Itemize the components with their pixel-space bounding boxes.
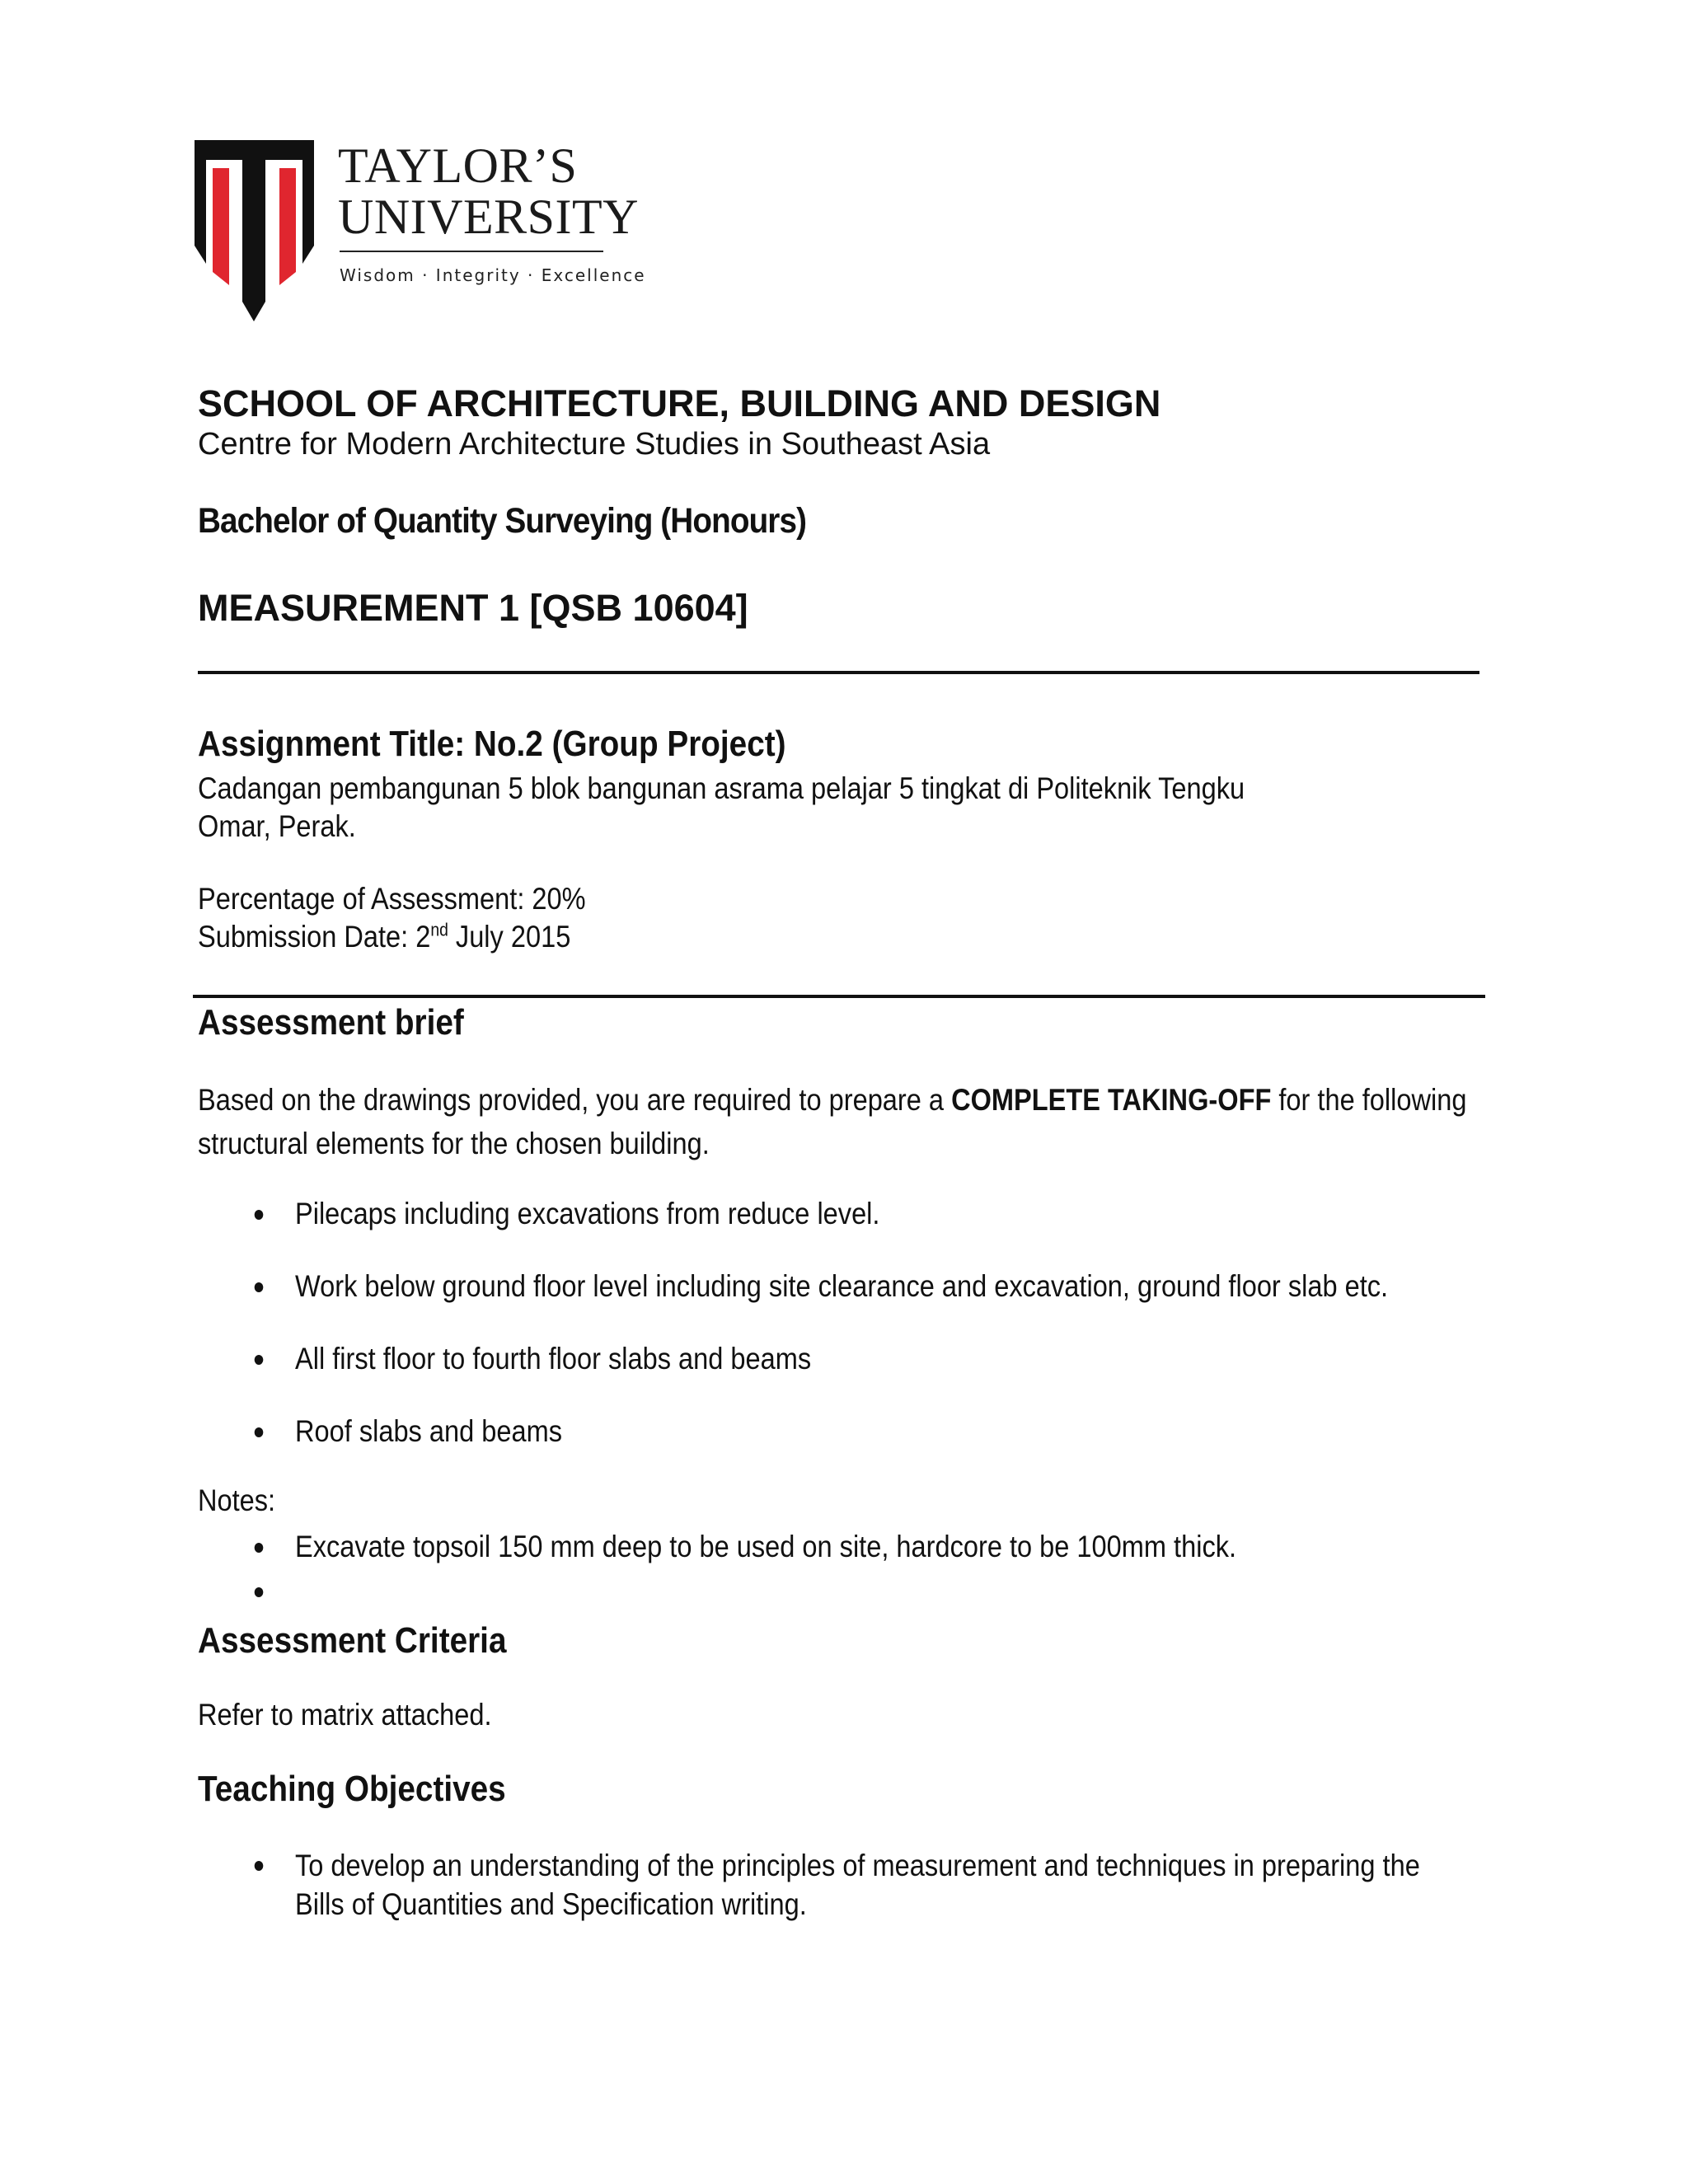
course-title: MEASUREMENT 1 [QSB 10604] (198, 587, 748, 629)
university-name-line2: UNIVERSITY (338, 190, 639, 244)
brief-list-item-text: Work below ground floor level including site clearance and excavation, ground floor slab etc. (295, 1269, 1389, 1303)
submission-date-prefix: Submission Date: 2 (198, 920, 431, 954)
bullet-icon (255, 1282, 264, 1292)
notes-list-item (295, 1530, 1236, 1564)
objectives-item-line1: To develop an understanding of the principles of measurement and techniques in preparing the (295, 1849, 1420, 1882)
header-divider (198, 671, 1479, 674)
brief-list-item-text: Pilecaps including excavations from reduce level. (295, 1197, 880, 1230)
brief-list-item-text: Roof slabs and beams (295, 1414, 562, 1448)
centre-subtitle: Centre for Modern Architecture Studies in Southeast Asia (198, 427, 991, 462)
brief-list-item (295, 1197, 879, 1231)
university-crest-icon (195, 140, 314, 321)
brief-list-item (295, 1269, 1388, 1304)
assessment-criteria-heading: Assessment Criteria (198, 1620, 507, 1661)
university-tagline: Wisdom · Integrity · Excellence (340, 265, 646, 285)
assessment-brief-text (198, 1078, 1518, 1165)
assignment-description-line2: Omar, Perak. (198, 809, 356, 843)
bullet-icon (255, 1210, 264, 1220)
program-title: Bachelor of Quantity Surveying (Honours) (198, 501, 807, 541)
section-divider (193, 995, 1485, 998)
bullet-icon (255, 1543, 264, 1553)
objectives-list-item (295, 1846, 1420, 1924)
bullet-icon (255, 1355, 264, 1365)
bullet-icon (255, 1861, 264, 1871)
notes-label: Notes: (198, 1483, 276, 1517)
bullet-icon (255, 1427, 264, 1437)
brief-list-item-text: All first floor to fourth floor slabs and beams (295, 1342, 812, 1376)
assignment-description (198, 770, 1446, 846)
assignment-description-line1: Cadangan pembangunan 5 blok bangunan asrama pelajar 5 tingkat di Politeknik Tengku (198, 771, 1245, 805)
assignment-title: Assignment Title: No.2 (Group Project) (198, 724, 786, 764)
bullet-icon (255, 1587, 264, 1597)
university-name-line1: TAYLOR’S (338, 138, 578, 193)
school-title: SCHOOL OF ARCHITECTURE, BUILDING AND DESIGN (198, 382, 1161, 424)
objectives-item-line2: Bills of Quantities and Specification writing. (295, 1887, 807, 1921)
submission-date (198, 920, 570, 954)
brief-list-item (295, 1414, 562, 1449)
assessment-brief-heading: Assessment brief (198, 1002, 464, 1043)
logo-divider (340, 251, 603, 252)
assessment-percentage: Percentage of Assessment: 20% (198, 882, 586, 916)
brief-text-after: for the following structural elements for the chosen building. (198, 1083, 1467, 1160)
notes-list-item-text: Excavate topsoil 150 mm deep to be used on site, hardcore to be 100mm thick. (295, 1530, 1237, 1563)
teaching-objectives-heading: Teaching Objectives (198, 1769, 506, 1809)
brief-text-bold: COMPLETE TAKING-OFF (951, 1083, 1272, 1117)
brief-text-before: Based on the drawings provided, you are required to prepare a (198, 1083, 952, 1117)
university-name (338, 140, 639, 242)
assessment-criteria-text: Refer to matrix attached. (198, 1698, 492, 1732)
brief-list-item (295, 1342, 811, 1376)
submission-date-ordinal: nd (430, 919, 448, 940)
submission-date-suffix: July 2015 (448, 920, 571, 954)
university-logo (195, 138, 646, 321)
